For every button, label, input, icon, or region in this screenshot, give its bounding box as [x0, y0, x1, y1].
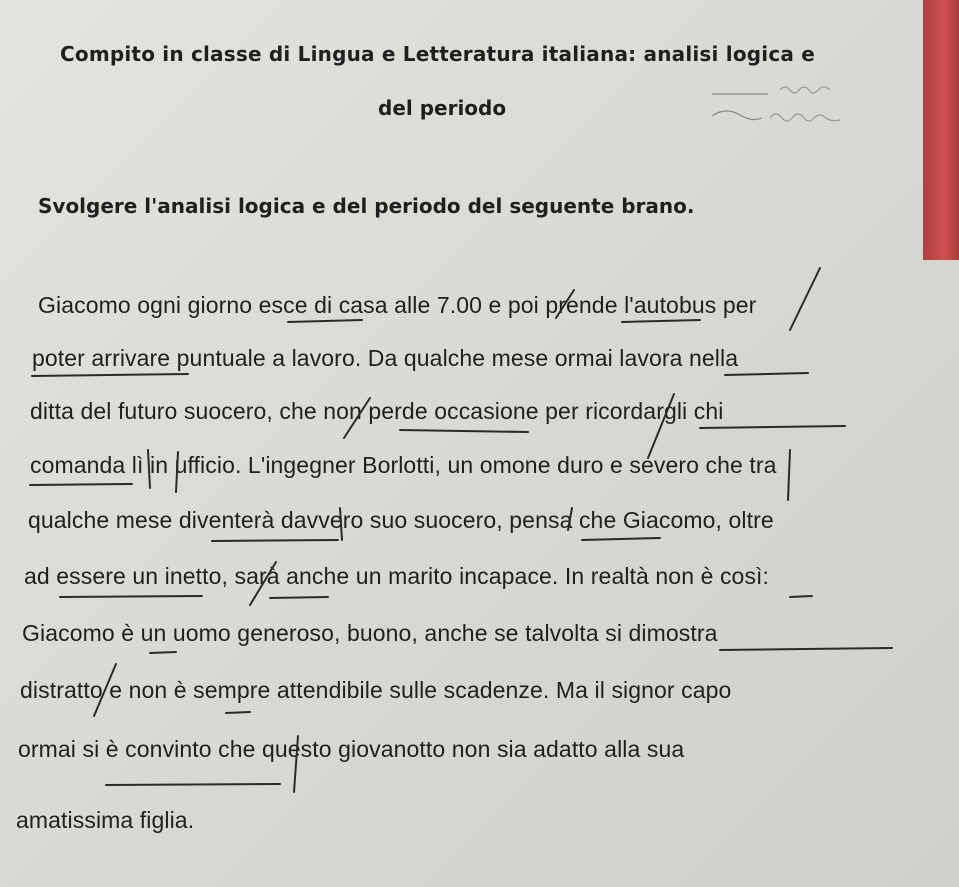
underline-e-3: [226, 712, 250, 713]
passage-line-9: ormai si è convinto che questo giovanotto non sia adatto alla sua: [18, 736, 685, 762]
underline-e-2: [150, 652, 176, 653]
passage-line-4: comanda lì in ufficio. L'ingegner Borlotti, un omone duro e severo che tra: [30, 452, 777, 478]
passage-line-2: poter arrivare puntuale a lavoro. Da qualche mese ormai lavora nella: [32, 345, 739, 371]
worksheet-title-line-2: del periodo: [378, 96, 507, 120]
bar-before-che-2: [788, 450, 790, 500]
underline-comanda: [30, 484, 132, 485]
passage-line-10: amatissima figlia.: [16, 807, 195, 833]
underline-pensa: [582, 538, 660, 540]
underline-dimostra: [720, 648, 892, 650]
passage-line-6: ad essere un inetto, sarà anche un marito incapace. In realtà non è così:: [24, 563, 770, 589]
underline-e-1: [790, 596, 812, 597]
worksheet-title-line-1: Compito in classe di Lingua e Letteratura italiana: analisi logica e: [60, 42, 816, 66]
underline-prende: [622, 320, 700, 322]
passage-line-3: ditta del futuro suocero, che non perde occasione per ricordargli chi: [30, 398, 724, 424]
underline-sara: [270, 597, 328, 598]
passage-line-7: Giacomo è un uomo generoso, buono, anche se talvolta si dimostra: [22, 620, 718, 646]
slash-before-per: [790, 268, 820, 330]
underline-essere: [60, 596, 202, 597]
handwritten-margin-scribble: [708, 82, 898, 132]
underline-si-e-convinto: [106, 784, 280, 785]
underline-ricordargli: [700, 426, 845, 428]
passage-line-1: Giacomo ogni giorno esce di casa alle 7.00 e poi prende l'autobus per: [38, 292, 757, 318]
underline-poter-arrivare: [32, 374, 188, 376]
red-binder-edge: [923, 0, 959, 260]
underline-non-perde: [400, 430, 528, 432]
underline-esce: [288, 320, 362, 322]
passage-line-5: qualche mese diventerà davvero suo suocero, pensa che Giacomo, oltre: [28, 507, 774, 533]
exercise-instruction: Svolgere l'analisi logica e del periodo del seguente brano.: [38, 194, 695, 218]
underline-lavora: [725, 373, 808, 375]
passage-line-8: distratto e non è sempre attendibile sulle scadenze. Ma il signor capo: [20, 677, 732, 703]
underline-diventera: [212, 540, 338, 541]
